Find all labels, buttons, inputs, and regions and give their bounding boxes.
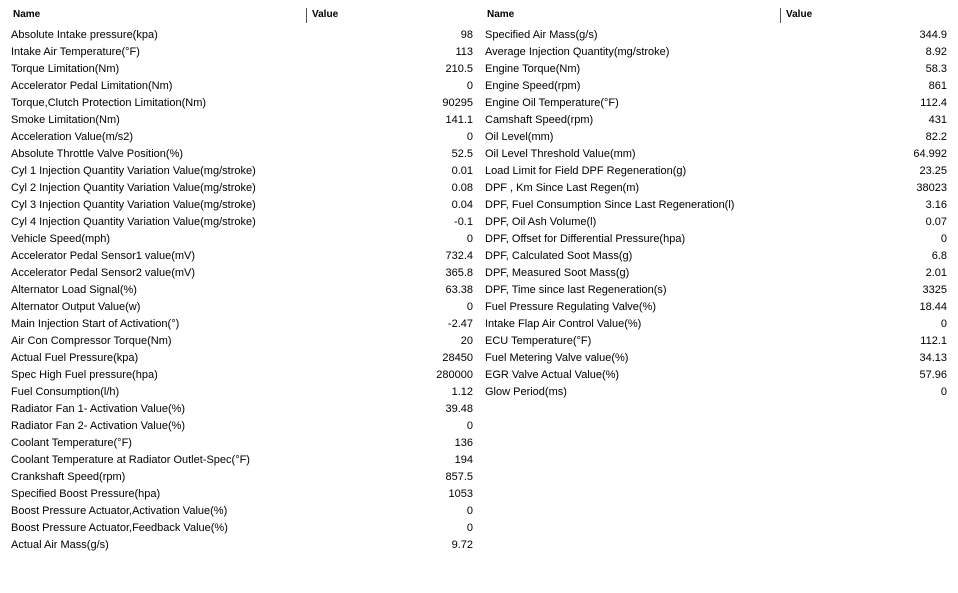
parameter-name: Radiator Fan 2- Activation Value(%) — [11, 420, 186, 432]
parameter-name: Boost Pressure Actuator,Feedback Value(%) — [11, 522, 228, 534]
table-row[interactable] — [481, 384, 951, 401]
table-row[interactable] — [7, 520, 477, 537]
left-data-table — [7, 8, 477, 554]
parameter-value: 23.25 — [919, 165, 947, 177]
table-row[interactable] — [7, 197, 477, 214]
table-body — [7, 27, 477, 554]
table-row[interactable] — [7, 61, 477, 78]
parameter-value: 857.5 — [445, 471, 473, 483]
parameter-name: Actual Fuel Pressure(kpa) — [11, 352, 139, 364]
table-row[interactable] — [481, 27, 951, 44]
parameter-name: Engine Torque(Nm) — [485, 63, 581, 75]
table-row[interactable] — [481, 163, 951, 180]
parameter-value: 57.96 — [919, 369, 947, 381]
table-row[interactable] — [7, 299, 477, 316]
table-row[interactable] — [481, 112, 951, 129]
parameter-value: 0 — [940, 318, 947, 330]
parameter-name: Spec High Fuel pressure(hpa) — [11, 369, 158, 381]
parameter-value: 861 — [928, 80, 947, 92]
parameter-value: 113 — [455, 46, 473, 58]
table-row[interactable] — [7, 163, 477, 180]
value-column-header[interactable]: Value — [786, 9, 813, 20]
parameter-value: 112.4 — [920, 97, 947, 109]
parameter-name: Intake Flap Air Control Value(%) — [485, 318, 642, 330]
parameter-name: DPF, Time since last Regeneration(s) — [485, 284, 667, 296]
parameter-name: Glow Period(ms) — [485, 386, 567, 398]
parameter-name: Radiator Fan 1- Activation Value(%) — [11, 403, 186, 415]
table-row[interactable] — [7, 78, 477, 95]
parameter-value: 90295 — [442, 97, 473, 109]
table-row[interactable] — [7, 282, 477, 299]
column-divider[interactable] — [306, 8, 307, 23]
table-row[interactable] — [7, 452, 477, 469]
parameter-name: DPF, Fuel Consumption Since Last Regeneration(l) — [485, 199, 735, 211]
parameter-name: Air Con Compressor Torque(Nm) — [11, 335, 172, 347]
parameter-value: 732.4 — [445, 250, 473, 262]
parameter-value: 0.07 — [925, 216, 947, 228]
parameter-value: 280000 — [436, 369, 473, 381]
parameter-value: 28450 — [442, 352, 473, 364]
parameter-value: 141.1 — [445, 114, 473, 126]
table-row[interactable] — [7, 537, 477, 554]
parameter-value: 20 — [460, 335, 473, 347]
table-row[interactable] — [7, 435, 477, 452]
table-row[interactable] — [7, 469, 477, 486]
parameter-name: DPF , Km Since Last Regen(m) — [485, 182, 640, 194]
table-row[interactable] — [7, 333, 477, 350]
table-row[interactable] — [7, 180, 477, 197]
parameter-name: Vehicle Speed(mph) — [11, 233, 111, 245]
parameter-value: 18.44 — [919, 301, 947, 313]
parameter-name: Alternator Output Value(w) — [11, 301, 141, 313]
parameter-name: Accelerator Pedal Sensor1 value(mV) — [11, 250, 196, 262]
parameter-value: 0 — [940, 233, 947, 245]
parameter-value: 39.48 — [445, 403, 473, 415]
parameter-value: 194 — [454, 454, 473, 466]
parameter-name: Engine Speed(rpm) — [485, 80, 581, 92]
parameter-value: 8.92 — [925, 46, 947, 58]
parameter-value: 63.38 — [445, 284, 473, 296]
table-row[interactable] — [7, 27, 477, 44]
table-row[interactable] — [481, 316, 951, 333]
parameter-value: 0 — [466, 233, 473, 245]
table-row[interactable] — [481, 61, 951, 78]
parameter-name: Intake Air Temperature(°F) — [11, 46, 140, 58]
parameter-name: Oil Level(mm) — [485, 131, 554, 143]
table-row[interactable] — [481, 78, 951, 95]
parameter-name: Average Injection Quantity(mg/stroke) — [485, 46, 670, 58]
parameter-value: 6.8 — [931, 250, 947, 262]
table-row[interactable] — [7, 401, 477, 418]
parameter-name: Acceleration Value(m/s2) — [11, 131, 134, 143]
parameter-name: DPF, Offset for Differential Pressure(hpa) — [485, 233, 686, 245]
parameter-name: Oil Level Threshold Value(mm) — [485, 148, 636, 160]
parameter-name: Coolant Temperature(°F) — [11, 437, 132, 449]
parameter-value: 0 — [940, 386, 947, 398]
parameter-value: 0.08 — [451, 182, 473, 194]
parameter-value: 0 — [466, 80, 473, 92]
parameter-value: -0.1 — [454, 216, 473, 228]
table-row[interactable] — [7, 112, 477, 129]
parameter-name: Actual Air Mass(g/s) — [11, 539, 109, 551]
table-row[interactable] — [7, 350, 477, 367]
parameter-value: 344.9 — [919, 29, 947, 41]
table-row[interactable] — [7, 384, 477, 401]
table-row[interactable] — [481, 350, 951, 367]
table-row[interactable] — [481, 214, 951, 231]
parameter-name: Specified Air Mass(g/s) — [485, 29, 598, 41]
parameter-value: 3.16 — [925, 199, 947, 211]
table-header — [7, 8, 477, 25]
parameter-name: Fuel Consumption(l/h) — [11, 386, 120, 398]
table-row[interactable] — [481, 333, 951, 350]
table-row[interactable] — [7, 146, 477, 163]
table-row[interactable] — [481, 180, 951, 197]
parameter-name: Cyl 3 Injection Quantity Variation Value(mg/stroke) — [11, 199, 256, 211]
parameter-value: 0 — [466, 301, 473, 313]
table-row[interactable] — [7, 503, 477, 520]
parameter-name: ECU Temperature(°F) — [485, 335, 592, 347]
table-row[interactable] — [481, 146, 951, 163]
parameter-value: 82.2 — [925, 131, 947, 143]
parameter-name: Torque,Clutch Protection Limitation(Nm) — [11, 97, 207, 109]
table-row[interactable] — [481, 231, 951, 248]
parameter-value: 431 — [928, 114, 947, 126]
table-row[interactable] — [7, 44, 477, 61]
parameter-name: Absolute Intake pressure(kpa) — [11, 29, 158, 41]
table-row[interactable] — [481, 282, 951, 299]
parameter-name: Load Limit for Field DPF Regeneration(g) — [485, 165, 687, 177]
parameter-name: Cyl 4 Injection Quantity Variation Value(mg/stroke) — [11, 216, 256, 228]
parameter-value: 0.01 — [451, 165, 473, 177]
parameter-value: 210.5 — [445, 63, 473, 75]
right-data-table — [481, 8, 951, 401]
parameter-value: 52.5 — [451, 148, 473, 160]
parameter-value: 0.04 — [451, 199, 473, 211]
parameter-value: 0 — [466, 131, 473, 143]
parameter-value: 365.8 — [445, 267, 473, 279]
table-row[interactable] — [7, 486, 477, 503]
parameter-value: 0 — [466, 522, 473, 534]
parameter-name: Main Injection Start of Activation(°) — [11, 318, 180, 330]
parameter-name: EGR Valve Actual Value(%) — [485, 369, 620, 381]
parameter-name: DPF, Calculated Soot Mass(g) — [485, 250, 633, 262]
parameter-name: Smoke Limitation(Nm) — [11, 114, 120, 126]
table-row[interactable] — [7, 248, 477, 265]
table-row[interactable] — [481, 197, 951, 214]
table-row[interactable] — [481, 129, 951, 146]
table-row[interactable] — [7, 129, 477, 146]
parameter-name: Coolant Temperature at Radiator Outlet-Spec(°F) — [11, 454, 250, 466]
parameter-name: Crankshaft Speed(rpm) — [11, 471, 126, 483]
parameter-value: 58.3 — [925, 63, 947, 75]
parameter-name: Absolute Throttle Valve Position(%) — [11, 148, 184, 160]
parameter-value: 1053 — [448, 488, 473, 500]
parameter-value: 34.13 — [919, 352, 947, 364]
parameter-value: 3325 — [922, 284, 947, 296]
parameter-name: Boost Pressure Actuator,Activation Value(%) — [11, 505, 228, 517]
parameter-name: Accelerator Pedal Sensor2 value(mV) — [11, 267, 196, 279]
name-column-header[interactable]: Name — [13, 9, 41, 20]
parameter-name: Engine Oil Temperature(°F) — [485, 97, 619, 109]
parameter-name: Alternator Load Signal(%) — [11, 284, 137, 296]
parameter-name: Torque Limitation(Nm) — [11, 63, 120, 75]
column-divider[interactable] — [780, 8, 781, 23]
parameter-value: 9.72 — [451, 539, 473, 551]
parameter-value: 0 — [466, 420, 473, 432]
table-row[interactable] — [481, 95, 951, 112]
table-row[interactable] — [7, 231, 477, 248]
parameter-name: Cyl 1 Injection Quantity Variation Value(mg/stroke) — [11, 165, 256, 177]
table-row[interactable] — [7, 95, 477, 112]
parameter-value: 38023 — [916, 182, 947, 194]
table-row[interactable] — [481, 367, 951, 384]
parameter-name: Fuel Metering Valve value(%) — [485, 352, 629, 364]
parameter-name: DPF, Oil Ash Volume(l) — [485, 216, 597, 228]
table-row[interactable] — [481, 248, 951, 265]
parameter-value: 2.01 — [925, 267, 947, 279]
parameter-value: 112.1 — [920, 335, 947, 347]
table-row[interactable] — [481, 299, 951, 316]
table-body — [481, 27, 951, 401]
parameter-name: Accelerator Pedal Limitation(Nm) — [11, 80, 173, 92]
table-row[interactable] — [481, 265, 951, 282]
parameter-value: -2.47 — [447, 318, 473, 330]
table-header — [481, 8, 951, 25]
parameter-name: Specified Boost Pressure(hpa) — [11, 488, 161, 500]
parameter-name: Cyl 2 Injection Quantity Variation Value(mg/stroke) — [11, 182, 256, 194]
parameter-value: 64.992 — [913, 148, 947, 160]
parameter-value: 136 — [454, 437, 473, 449]
value-column-header[interactable]: Value — [312, 9, 339, 20]
parameter-value: 1.12 — [451, 386, 473, 398]
table-row[interactable] — [7, 367, 477, 384]
name-column-header[interactable]: Name — [487, 9, 515, 20]
table-row[interactable] — [7, 214, 477, 231]
table-row[interactable] — [7, 265, 477, 282]
parameter-name: Fuel Pressure Regulating Valve(%) — [485, 301, 656, 313]
table-row[interactable] — [7, 316, 477, 333]
table-row[interactable] — [481, 44, 951, 61]
parameter-value: 98 — [460, 29, 473, 41]
parameter-name: Camshaft Speed(rpm) — [485, 114, 594, 126]
parameter-name: DPF, Measured Soot Mass(g) — [485, 267, 630, 279]
parameter-value: 0 — [466, 505, 473, 517]
table-row[interactable] — [7, 418, 477, 435]
